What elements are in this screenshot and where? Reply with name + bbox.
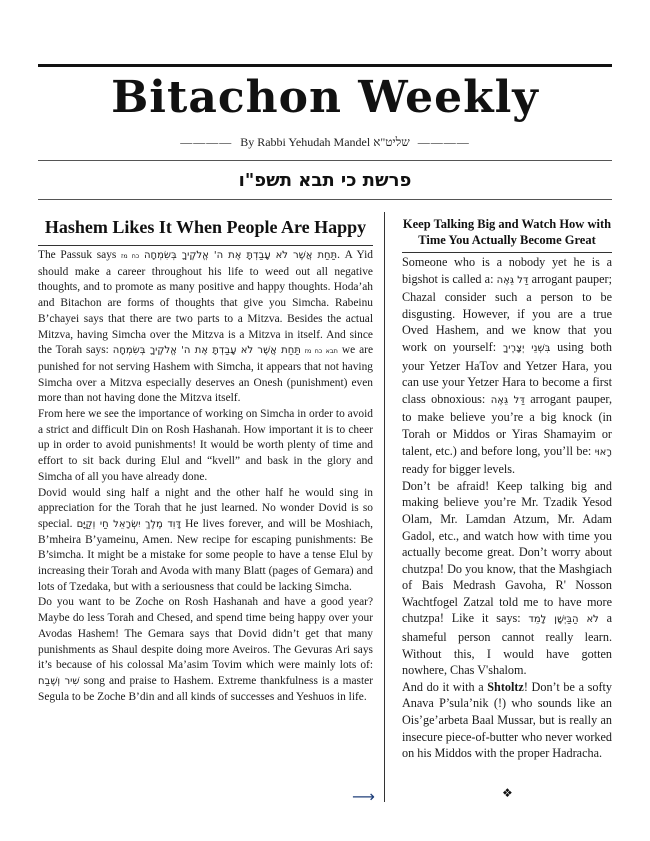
byline-honorific: שליט"א [373, 135, 410, 149]
right-paragraph-1: Someone who is a nobody yet he is a bigshot is called a: דַּל גֵּאֶה arrogant pauper; Chazal consider such a person to be disgusting. However, if you are a true Oved Hashem, and we know that you work on yourself: בִּשְׁנֵי יְצָרֶיךָ using both your Yetzer HaTov and Yetzer Hara, you can use your Yetzer Hara to become a first class obnoxious: דַּל גֵּאֶה arrogant pauper, to make believe you’re a big knock (in Torah or Middos or Yiras Shamayim or talent, etc.) and before long, you’ll be: רָאוּי ready for bigger levels. [402, 255, 612, 477]
newsletter-title: Bitachon Weekly [111, 72, 539, 123]
right-title-rule [402, 252, 612, 253]
left-paragraph-2: From here we see the importance of working on Simcha in order to avoid a strict and difficult Din on Rosh Hashanah. How important it is to cheer up in order to avoid punishments! It would be worth plenty of time and effort to sit back during Elul and “kvell” and bask in the glory and Simcha of all you have already done. [38, 408, 373, 483]
left-paragraph-1: The Passuk says כח מז תַּחַת אֲשֶׁר לֹא עָבַדְתָּ אֶת ה' אֱלֹקֶיךָ בְּשִׂמְחָה. A Yid should make a career throughout his life to weed out all negative thoughts, and to promote as many positive and happy thoughts. Hoda’ah and Bitachon are forms of thoughts that give you Simcha. Rabeinu B’chayei says that there are two parts to a Mitzva. Besides the actual Mitzva, having Simcha over the Mitzva is a Mitzva in itself. And since the Torah says: תַּחַת אֲשֶׁר לֹא עָבַדְתָּ אֶת ה' אֱלֹקֶיךָ בְּשִׂמְחָה תבא כח מז we are punished for not serving Hashem with Simcha, it appears that not having Simcha over a Mitzva especially deserves an Onesh (punishment) even more than not having done the Mitzva itself. [38, 249, 374, 405]
header-divider-bottom [38, 199, 612, 200]
right-article-body [402, 254, 612, 762]
header-divider-top [38, 160, 612, 161]
right-article-title: Keep Talking Big and Watch How with Time You Actually Become Great [402, 217, 612, 247]
byline-author: By Rabbi Yehudah Mandel [240, 135, 371, 149]
left-title-rule [38, 245, 373, 246]
parsha-title: פרשת כי תבא תשפ"ו [238, 170, 412, 191]
left-article-title: Hashem Likes It When People Are Happy [44, 217, 367, 237]
right-arrow-icon: ⟶ [352, 787, 375, 806]
left-paragraph-4: Do you want to be Zoche on Rosh Hashanah and have a good year? Maybe do less Torah and Chesed, and spend time being happy over your Avodas Hashem! The Gemara says that Dovid didn’t get that many punishments as Shaul despite doing more Aveiros. The Gevuras Ari says it’s because of his colossal Ma’asim Tovim which were mainly lots of: שִׁיר וְשֶׁבַח song and praise to Hashem. Extreme thankfulness is a master Segula to be Zoche B’din and all kinds of successes and Yeshuos in life. [38, 596, 373, 703]
byline-dash-right: ———— [417, 135, 470, 149]
top-rule [38, 64, 612, 67]
byline [38, 135, 612, 150]
right-paragraph-3: And do it with a Shtoltz! Don’t be a softy Anava P’sula’nik (!) who sounds like an Ois’ge’arbeta Baal Mussar, but is really an insecure piece-of-butter who never worked on his Middos with the proper Hadracha. [402, 679, 613, 761]
diamond-ornament-icon: ❖ [502, 786, 513, 800]
right-paragraph-2: Don’t be afraid! Keep talking big and making believe you’re Mr. Tzadik Yesod Olam, Mr. Lamdan Atzum, Mr. Adam Gadol, etc., and watch how with time you actually become great. Don’t worry about chutzpa! Do you know, that the Mashgiach of Bais Medrash Gavoha, R' Nosson Wachtfogel Zatzal told me to have more chutzpa! Like it says: לֹא הַבַּיְשָׁן לָמֵד a shameful person cannot really learn. Without this, I would have gotten nowhere, Chas V'shalom. [402, 478, 612, 678]
right-article [402, 212, 612, 762]
left-article [38, 212, 373, 705]
left-article-body [38, 248, 373, 705]
column-divider [384, 212, 385, 802]
shtoltz-bold: Shtoltz [487, 679, 524, 694]
byline-dash-left: ———— [180, 135, 233, 149]
left-paragraph-3: Dovid would sing half a night and the other half he would sing in appreciation for the Torah that he just learned. No wonder Dovid is so special. דָּוִד מֶלֶךְ יִשְׂרָאֵל חַי וְקַיָּם He lives forever, and will be Moshiach, B’mheira B’yameinu, Amen. New recipe for escaping punishments: Be B’simcha. It might be a mistake for some people to have a tense Elul by increasing their Torah and Avoda with many Blatt (pages of Gemara) and lots of Tzedaka, but with a seriousness that could be lacking Simcha. [38, 486, 373, 593]
